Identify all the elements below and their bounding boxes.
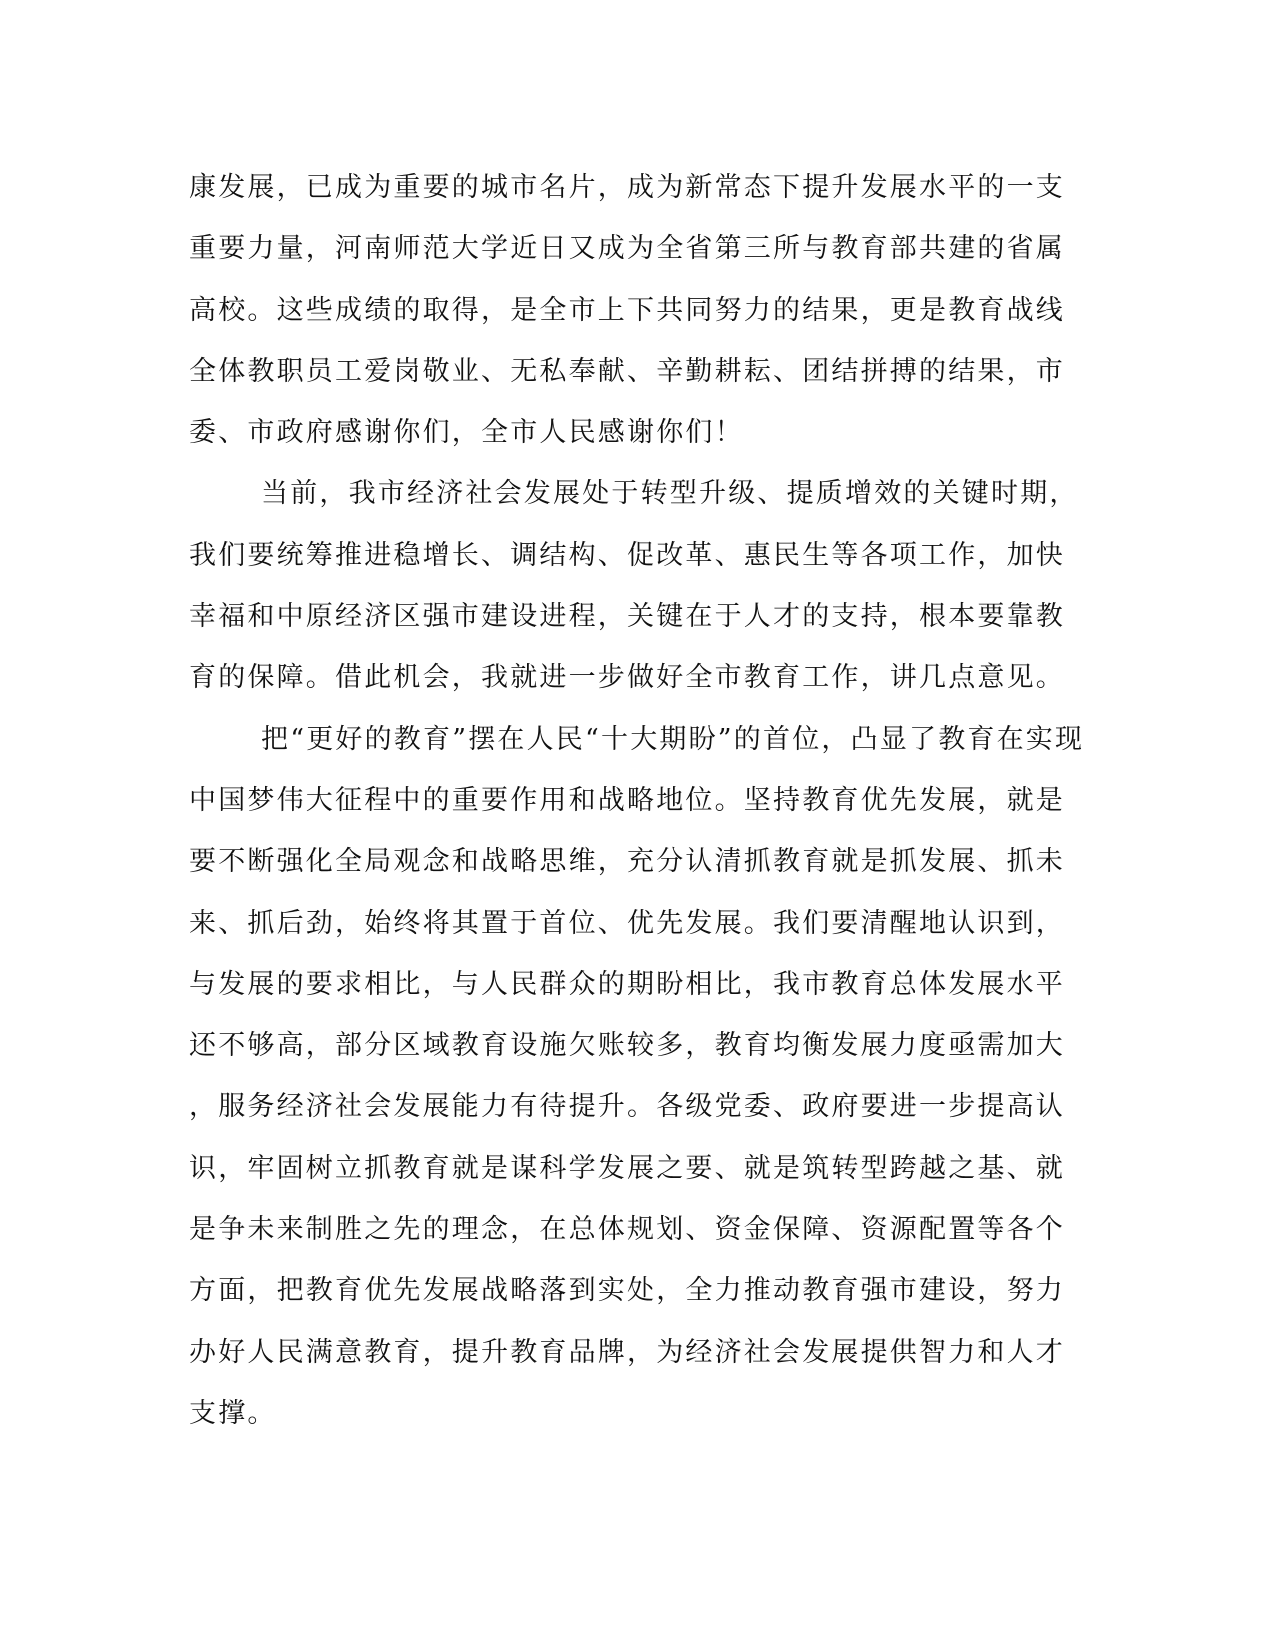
text-line: ，服务经济社会发展能力有待提升。各级党委、政府要进一步提高认 xyxy=(189,1091,1065,1123)
text-line: 高校。这些成绩的取得，是全市上下共同努力的结果，更是教育战线 xyxy=(189,294,1065,326)
text-line: 与发展的要求相比，与人民群众的期盼相比，我市教育总体发展水平 xyxy=(189,968,1065,1000)
text-line: 还不够高，部分区域教育设施欠账较多，教育均衡发展力度亟需加大 xyxy=(189,1030,1065,1062)
body-text xyxy=(189,157,1085,1444)
text-line: 康发展，已成为重要的城市名片，成为新常态下提升发展水平的一支 xyxy=(189,172,1065,203)
text-line: 中国梦伟大征程中的重要作用和战略地位。坚持教育优先发展，就是 xyxy=(189,784,1065,816)
text-line: 我们要统筹推进稳增长、调结构、促改革、惠民生等各项工作，加快 xyxy=(189,539,1065,571)
text-line: 委、市政府感谢你们，全市人民感谢你们！ xyxy=(189,417,744,449)
text-line: 育的保障。借此机会，我就进一步做好全市教育工作，讲几点意见。 xyxy=(189,662,1065,694)
text-line: 幸福和中原经济区强市建设进程，关键在于人才的支持，根本要靠教 xyxy=(189,601,1065,633)
text-line: 办好人民满意教育，提升教育品牌，为经济社会发展提供智力和人才 xyxy=(189,1336,1065,1368)
text-line: 要不断强化全局观念和战略思维，充分认清抓教育就是抓发展、抓未 xyxy=(189,846,1065,878)
text-line: 识，牢固树立抓教育就是谋科学发展之要、就是筑转型跨越之基、就 xyxy=(189,1152,1065,1184)
text-line: 重要力量，河南师范大学近日又成为全省第三所与教育部共建的省属 xyxy=(189,233,1065,265)
text-line: 是争未来制胜之先的理念，在总体规划、资金保障、资源配置等各个 xyxy=(189,1214,1065,1246)
paragraph-start-line: 把“更好的教育”摆在人民“十大期盼”的首位，凸显了教育在实现 xyxy=(261,723,1085,755)
text-line: 支撑。 xyxy=(189,1397,277,1429)
paragraph-start-line: 当前，我市经济社会发展处于转型升级、提质增效的关键时期， xyxy=(261,478,1079,510)
text-line: 全体教职员工爱岗敬业、无私奉献、辛勤耕耘、团结拼搏的结果，市 xyxy=(189,355,1065,387)
text-line: 来、抓后劲，始终将其置于首位、优先发展。我们要清醒地认识到， xyxy=(189,907,1065,939)
text-line: 方面，把教育优先发展战略落到实处，全力推动教育强市建设，努力 xyxy=(189,1275,1065,1307)
